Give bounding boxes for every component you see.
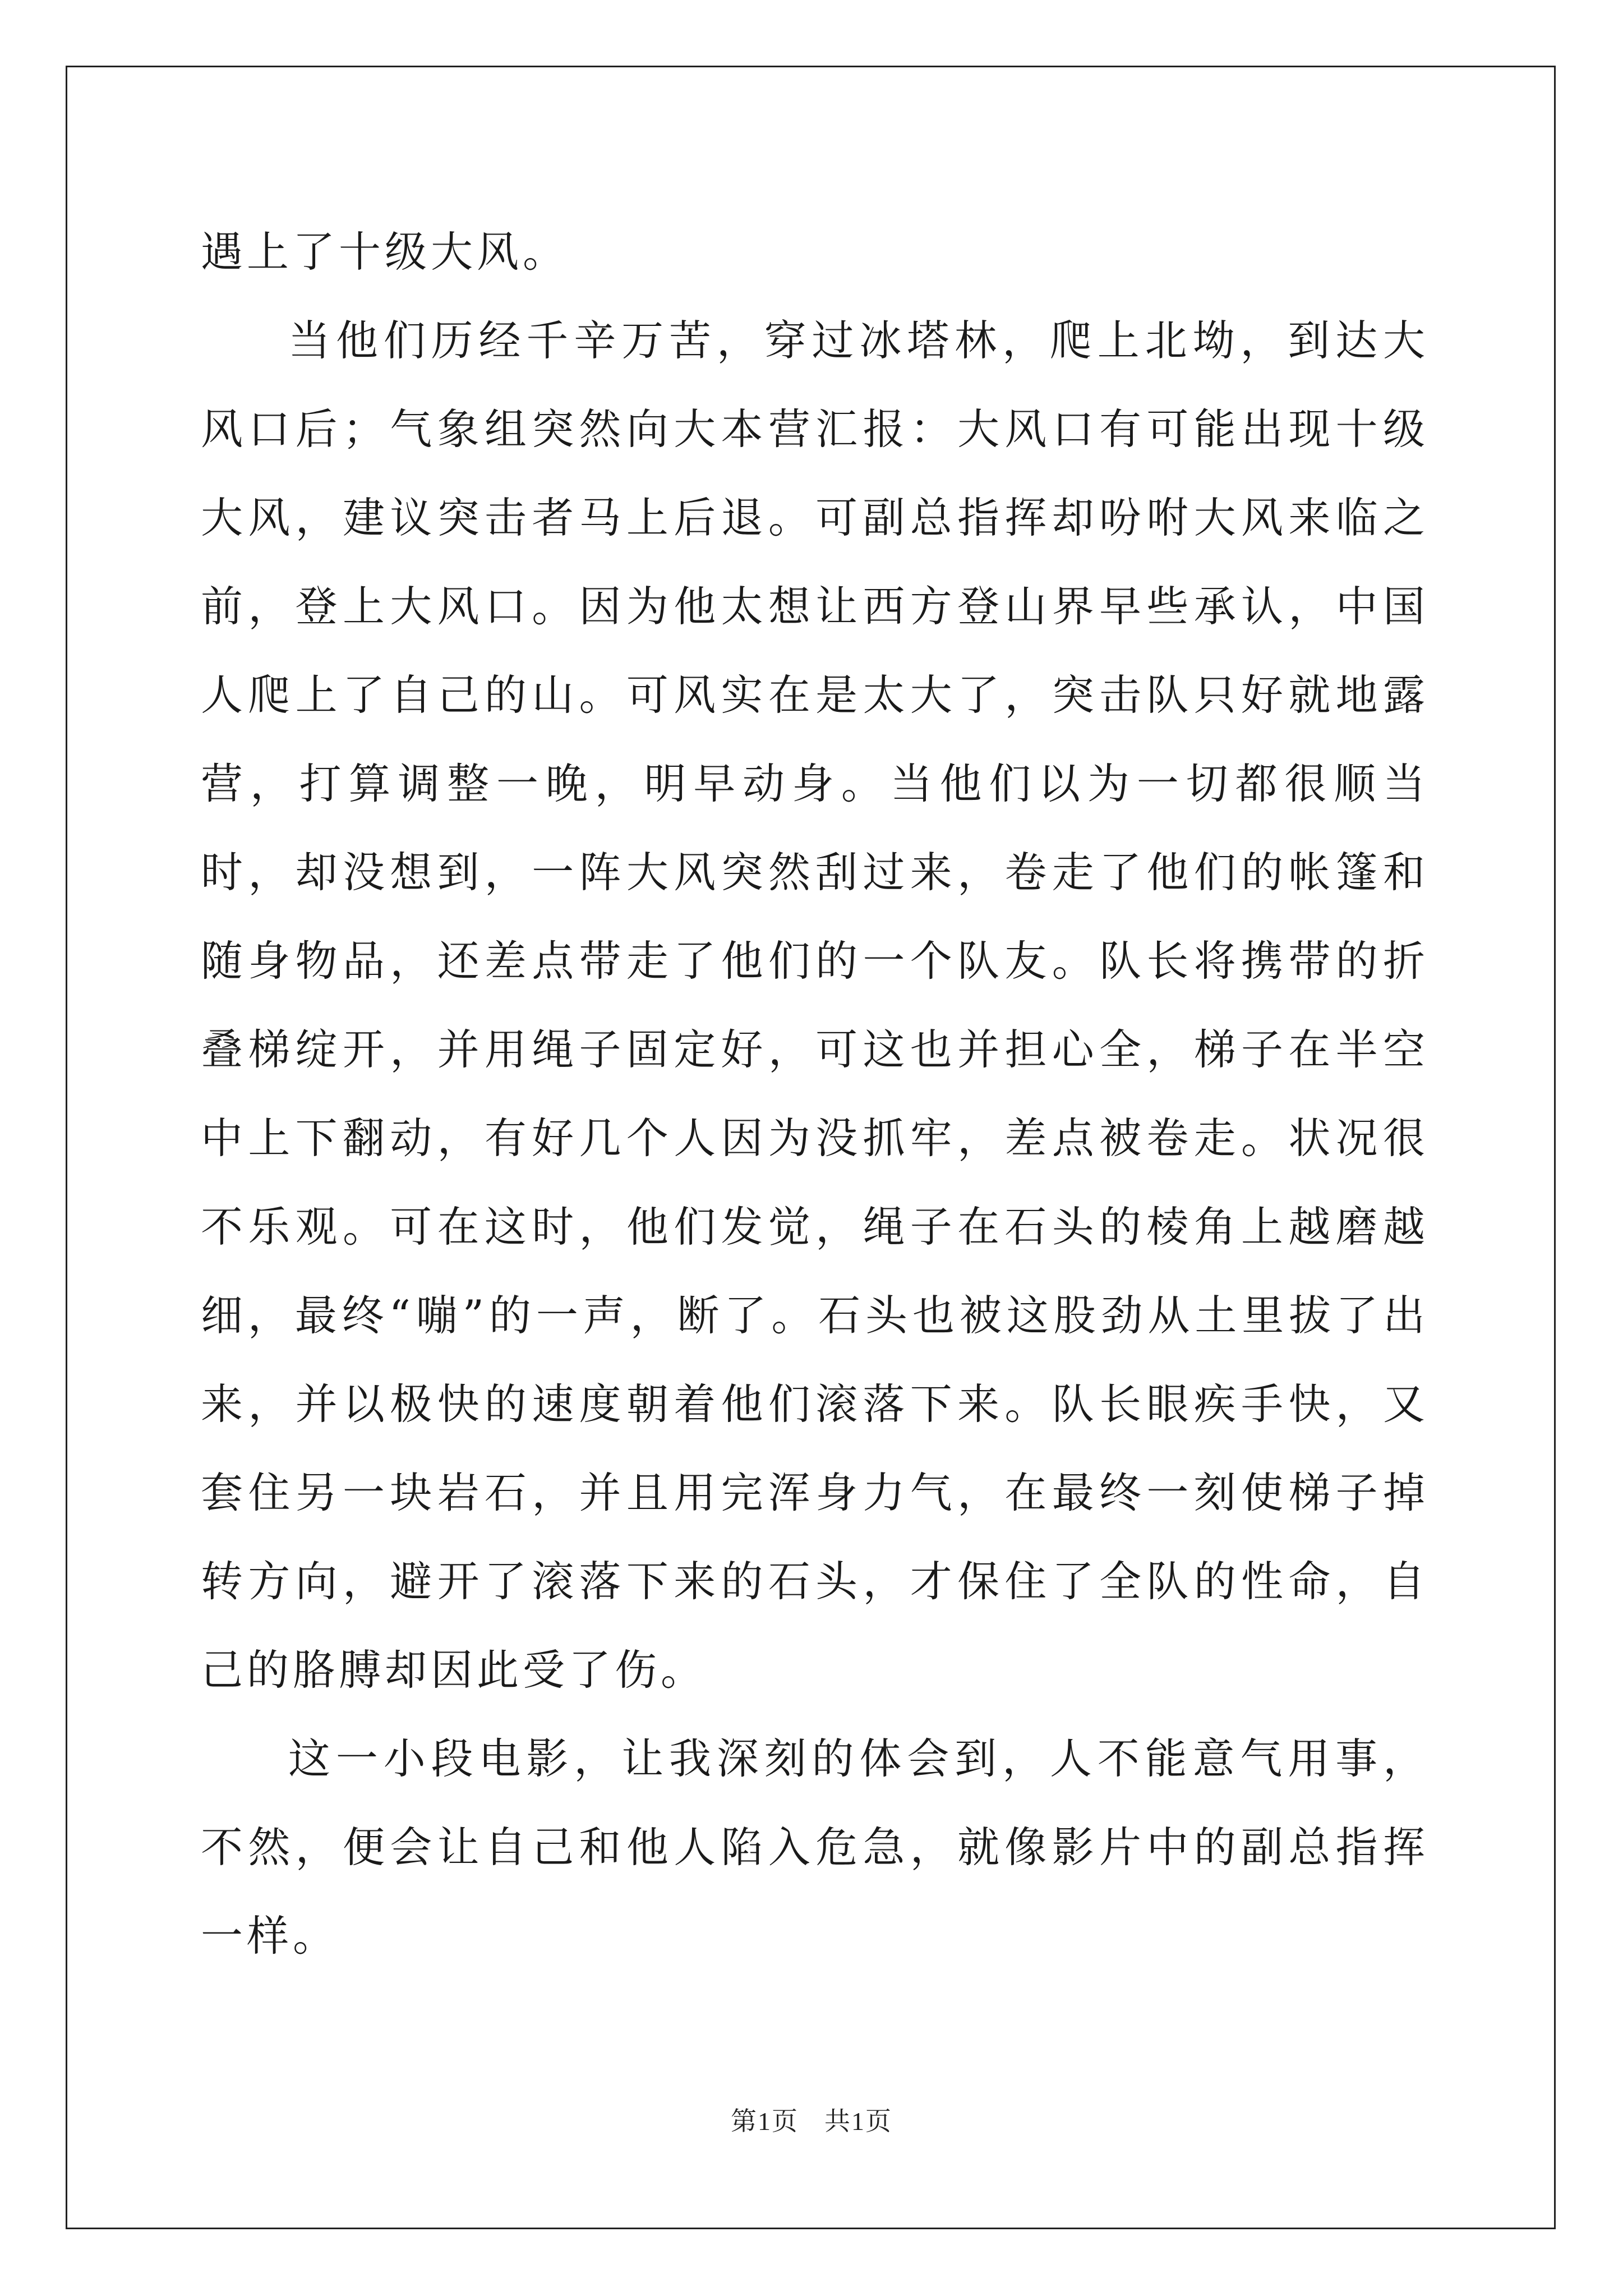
- document-body: [201, 208, 1429, 1980]
- page-footer: [0, 2101, 1623, 2138]
- paragraph-3: 这一小段电影，让我深刻的体会到，人不能意气用事，不然，便会让自己和他人陷入危急，就像影片中的副总指挥一样。: [201, 1734, 1429, 1961]
- paragraph-2: 当他们历经千辛万苦，穿过冰塔林，爬上北坳，到达大风口后；气象组突然向大本营汇报：大风口有可能出现十级大风，建议突击者马上后退。可副总指挥却吩咐大风来临之前，登上大风口。因为他太想让西方登山界早些承认，中国人爬上了自己的山。可风实在是太大了，突击队只好就地露营，打算调整一晚，明早动身。当他们以为一切都很顺当时，却没想到，一阵大风突然刮过来，卷走了他们的帐篷和随身物品，还差点带走了他们的一个队友。队长将携带的折叠梯绽开，并用绳子固定好，可这也并担心全，梯子在半空中上下翻动，有好几个人因为没抓牢，差点被卷走。状况很不乐观。可在这时，他们发觉，绳子在石头的棱角上越磨越细，最终“嘣”的一声，断了。石头也被这股劲从土里拔了出来，并以极快的速度朝着他们滚落下来。队长眼疾手快，又套住另一块岩石，并且用完浑身力气，在最终一刻使梯子掉转方向，避开了滚落下来的石头，才保住了全队的性命，自己的胳膊却因此受了伤。: [201, 316, 1429, 1695]
- paragraph-1: 遇上了十级大风。: [201, 227, 569, 277]
- page-total: 共1页: [824, 2107, 892, 2136]
- page-number: 第1页: [731, 2107, 799, 2136]
